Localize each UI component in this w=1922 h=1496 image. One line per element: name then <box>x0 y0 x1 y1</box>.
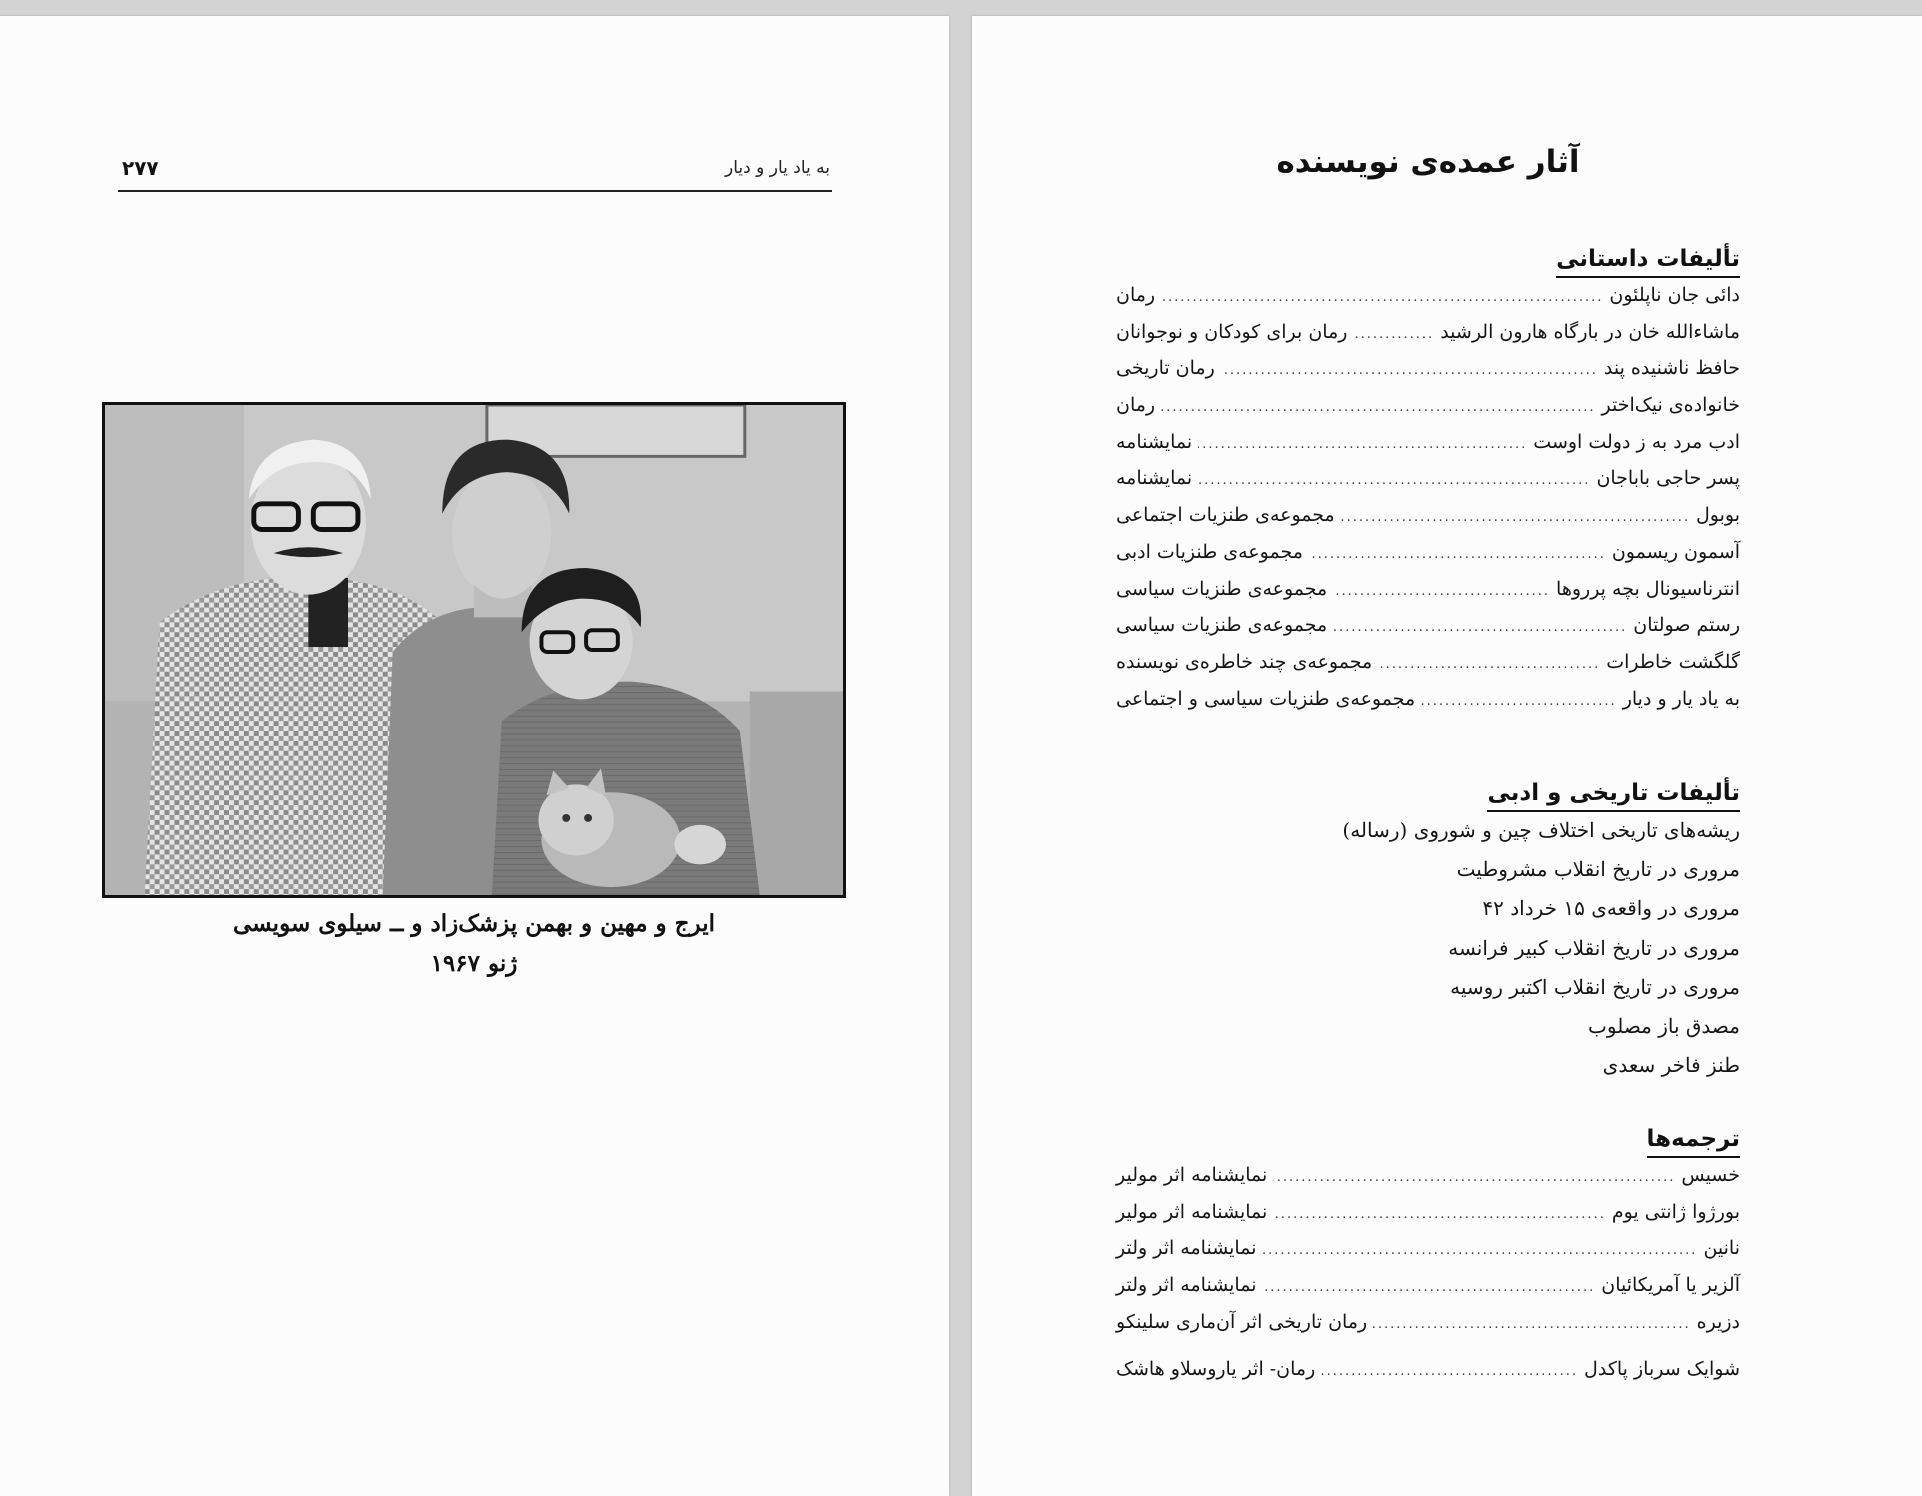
family-photo-image <box>105 405 843 895</box>
work-title: آسمون ریسمون <box>1611 540 1740 563</box>
dot-leader <box>1263 1243 1698 1258</box>
work-title: به یاد یار و دیار <box>1622 687 1740 710</box>
dot-leader <box>1161 400 1595 415</box>
list-item: مروری در تاریخ انقلاب کبیر فرانسه <box>1448 935 1740 960</box>
work-title: گلگشت خاطرات <box>1606 650 1740 673</box>
dot-leader <box>1198 473 1590 488</box>
work-genre: مجموعه‌ی طنزیات سیاسی <box>1116 577 1328 600</box>
work-title: رستم صولتان <box>1633 614 1740 637</box>
dot-leader <box>1198 437 1527 452</box>
work-title: حافظ ناشنیده پند <box>1603 357 1740 380</box>
dot-leader <box>1333 584 1550 599</box>
dot-leader <box>1353 327 1434 342</box>
work-title: شوایک سرباز پاکدل <box>1584 1358 1740 1381</box>
dot-leader <box>1341 510 1690 525</box>
list-item <box>1116 321 1740 358</box>
page-number: ۲۷۷ <box>122 156 159 180</box>
work-title: ماشاءالله خان در بارگاه هارون الرشید <box>1440 320 1740 343</box>
work-genre: نمایشنامه اثر مولیر <box>1116 1164 1268 1186</box>
list-item <box>1116 541 1740 578</box>
photo-caption-date: ژنو ۱۹۶۷ <box>430 950 518 977</box>
work-title: دزیره <box>1696 1310 1740 1333</box>
work-title: آلزیر یا آمریکائیان <box>1601 1274 1740 1297</box>
list-item: طنز فاخر سعدی <box>1602 1053 1740 1078</box>
section-heading-fiction: تألیفات داستانی <box>1556 244 1740 278</box>
work-title: بوبول <box>1695 504 1740 527</box>
work-genre: نمایشنامه <box>1116 430 1193 453</box>
work-genre: رمان- اثر یاروسلاو هاشک <box>1116 1358 1316 1381</box>
work-title: خانواده‌ی نیک‌اختر <box>1601 394 1740 417</box>
work-genre: مجموعه‌ی طنزیات ادبی <box>1116 540 1303 563</box>
work-genre: رمان برای کودکان و نوجوانان <box>1116 320 1348 343</box>
left-page <box>0 16 949 1496</box>
list-item: ریشه‌های تاریخی اختلاف چین و شوروی (رساله) <box>1342 818 1740 842</box>
dot-leader <box>1421 694 1617 709</box>
dot-leader <box>1263 1280 1596 1295</box>
list-item <box>1116 431 1740 468</box>
work-title: انترناسیونال بچه پررو‌ها <box>1556 577 1740 600</box>
work-genre: رمان <box>1116 394 1156 417</box>
work-genre: نمایشنامه اثر ولتر <box>1116 1274 1257 1297</box>
work-title: نانین <box>1703 1237 1740 1260</box>
work-genre: مجموعه‌ی طنزیات سیاسی <box>1116 614 1328 637</box>
right-page <box>972 16 1922 1496</box>
section-heading-translations: ترجمه‌ها <box>1647 1124 1740 1158</box>
family-photo <box>102 402 846 898</box>
list-item <box>1116 651 1740 688</box>
list-item <box>1116 1201 1740 1238</box>
running-head <box>118 146 832 192</box>
dot-leader <box>1221 363 1598 378</box>
work-genre: رمان تاریخی اثر آن‌ماری سلینکو <box>1116 1310 1368 1333</box>
dot-leader <box>1333 620 1627 635</box>
work-title: دائی جان ناپلئون <box>1609 284 1740 306</box>
running-head-book-title: به یاد یار و دیار <box>725 158 830 178</box>
list-item <box>1116 357 1740 394</box>
work-title: بورژوا ژانتی یوم <box>1611 1200 1740 1223</box>
list-item <box>1116 1311 1740 1348</box>
dot-leader <box>1273 1207 1606 1222</box>
dot-leader <box>1373 1317 1690 1332</box>
list-item <box>1116 284 1740 321</box>
list-item <box>1116 394 1740 431</box>
list-item <box>1116 1237 1740 1274</box>
work-genre: مجموعه‌ی چند خاطره‌ی نویسنده <box>1116 650 1373 673</box>
section-heading-history: تألیفات تاریخی و ادبی <box>1487 778 1740 812</box>
work-title: ادب مرد به ز دولت اوست <box>1533 430 1740 453</box>
work-genre: نمایشنامه اثر مولیر <box>1116 1200 1268 1223</box>
list-item <box>1116 504 1740 541</box>
history-list <box>1116 818 1740 1092</box>
list-item <box>1116 1164 1740 1201</box>
work-genre: رمان <box>1116 284 1156 306</box>
list-item: مروری در تاریخ انقلاب اکتبر روسیه <box>1450 974 1740 999</box>
work-genre: نمایشنامه اثر ولتر <box>1116 1237 1257 1260</box>
work-genre: مجموعه‌ی طنزیات اجتماعی <box>1116 504 1335 527</box>
work-genre: رمان تاریخی <box>1116 357 1215 380</box>
list-item <box>1116 688 1740 725</box>
dot-leader <box>1321 1364 1578 1379</box>
dot-leader <box>1309 547 1606 562</box>
work-genre: نمایشنامه <box>1116 467 1193 490</box>
fiction-list <box>1116 284 1740 724</box>
list-item <box>1116 614 1740 651</box>
work-title: پسر حاجی باباجان <box>1596 467 1740 490</box>
list-item <box>1116 467 1740 504</box>
work-title: خسیس <box>1681 1164 1740 1186</box>
dot-leader <box>1378 657 1600 672</box>
list-item <box>1116 1358 1740 1395</box>
photo-caption: ایرج و مهین و بهمن پزشک‌زاد و ــ سیلوی سویسی <box>232 910 715 937</box>
list-item: مروری در تاریخ انقلاب مشروطیت <box>1456 857 1740 882</box>
dot-leader <box>1273 1170 1675 1185</box>
translations-list <box>1116 1164 1740 1395</box>
work-genre: مجموعه‌ی طنزیات سیاسی و اجتماعی <box>1116 687 1416 710</box>
list-item: مصدق باز مصلوب <box>1588 1013 1740 1038</box>
list-item: مروری در واقعه‌ی ۱۵ خرداد ۴۲ <box>1482 896 1740 921</box>
dot-leader <box>1161 290 1603 305</box>
list-item <box>1116 1274 1740 1311</box>
page-title: آثار عمده‌ی نویسنده <box>1276 144 1580 180</box>
list-item <box>1116 578 1740 615</box>
